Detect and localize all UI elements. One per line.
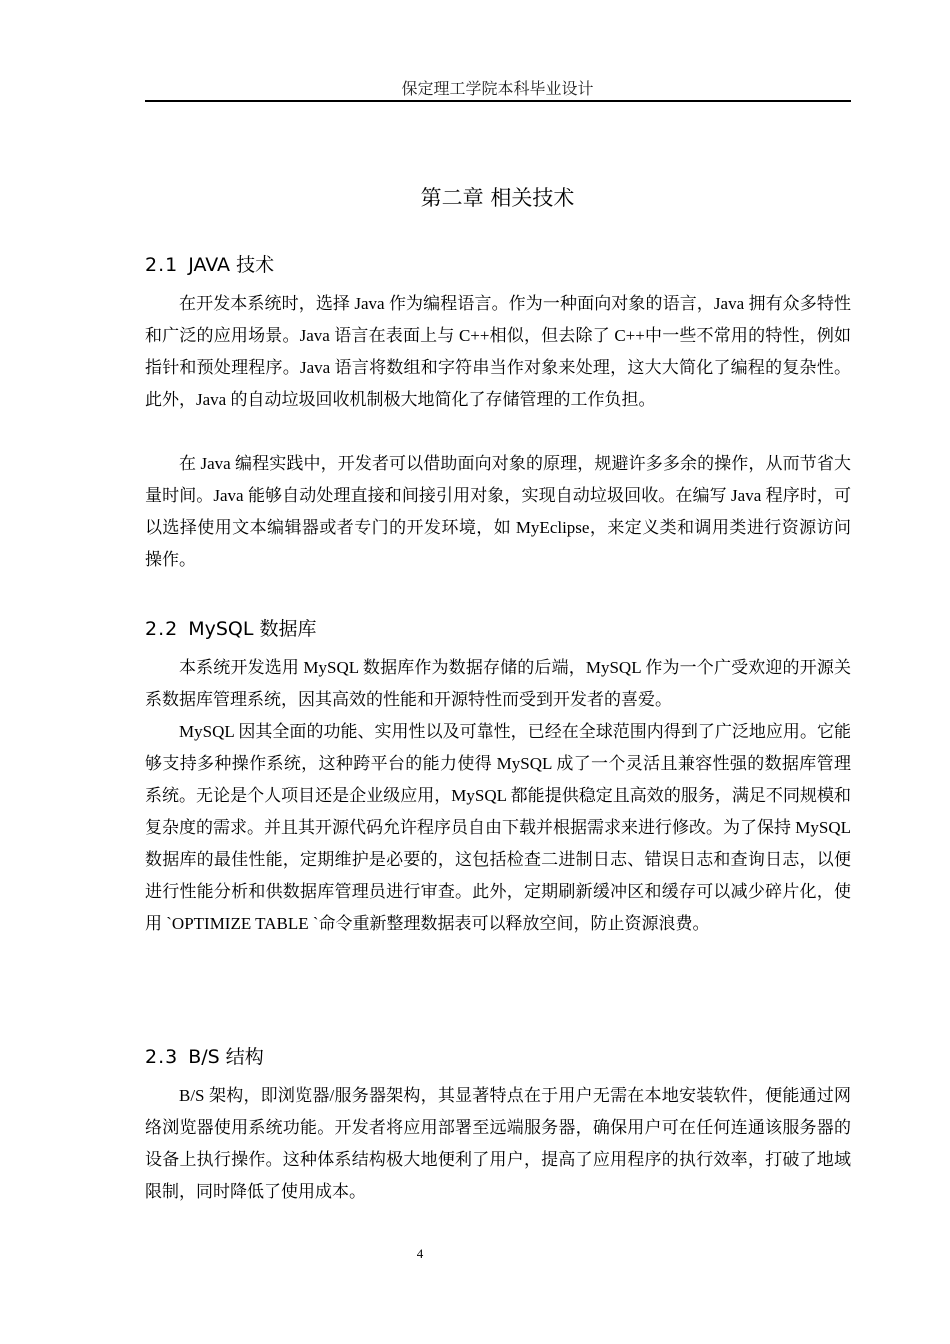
section-heading-java: [145, 250, 274, 277]
section-number: 2.3: [145, 1046, 179, 1068]
section-heading-mysql: [145, 614, 317, 641]
header-divider: [145, 100, 851, 102]
paragraph: B/S 架构，即浏览器/服务器架构，其显著特点在于用户无需在本地安装软件，便能通过网络浏览器使用系统功能。开发者将应用部署至远端服务器，确保用户可在任何连通该服务器的设备上执行操作。这种体系结构极大地便利了用户，提高了应用程序的执行效率，打破了地域限制，同时降低了使用成本。: [145, 1086, 851, 1201]
section-title: B/S 结构: [188, 1046, 264, 1068]
section-heading-bs: [145, 1042, 264, 1069]
paragraph: 本系统开发选用 MySQL 数据库作为数据存储的后端，MySQL 作为一个广受欢迎的开源关系数据库管理系统，因其高效的性能和开源特性而受到开发者的喜爱。: [145, 658, 851, 709]
section-number: 2.1: [145, 254, 179, 276]
paragraph: 在开发本系统时，选择 Java 作为编程语言。作为一种面向对象的语言，Java 拥有众多特性和广泛的应用场景。Java 语言在表面上与 C++相似，但去除了 C++中一些不常用的特性，例如指针和预处理程序。Java 语言将数组和字符串当作对象来处理，这大大简化了编程的复杂性。此外，Java 的自动垃圾回收机制极大地简化了存储管理的工作负担。: [145, 294, 851, 409]
section-title: JAVA 技术: [188, 254, 275, 276]
page-number: 4: [416, 1246, 424, 1261]
header-title: 保定理工学院本科毕业设计: [401, 79, 594, 98]
section-number: 2.2: [145, 618, 179, 640]
section-title: MySQL 数据库: [188, 618, 317, 640]
paragraph: MySQL 因其全面的功能、实用性以及可靠性，已经在全球范围内得到了广泛地应用。它能够支持多种操作系统，这种跨平台的能力使得 MySQL 成了一个灵活且兼容性强的数据库管理系统。无论是个人项目还是企业级应用，MySQL 都能提供稳定且高效的服务，满足不同规模和复杂度的需求。并且其开源代码允许程序员自由下载并根据需求来进行修改。为了保持 MySQL 数据库的最佳性能，定期维护是必要的，这包括检查二进制日志、错误日志和查询日志，以便进行性能分析和供数据库管理员进行审查。此外，定期刷新缓冲区和缓存可以减少碎片化，使用 `OPTIMIZE TABLE `命令重新整理数据表可以释放空间，防止资源浪费。: [145, 722, 851, 933]
paragraph: 在 Java 编程实践中，开发者可以借助面向对象的原理，规避许多多余的操作，从而节省大量时间。Java 能够自动处理直接和间接引用对象，实现自动垃圾回收。在编写 Java 程序时，可以选择使用文本编辑器或者专门的开发环境，如 MyEclipse，来定义类和调用类进行资源访问操作。: [145, 454, 851, 569]
chapter-title: 第二章 相关技术: [420, 186, 575, 210]
